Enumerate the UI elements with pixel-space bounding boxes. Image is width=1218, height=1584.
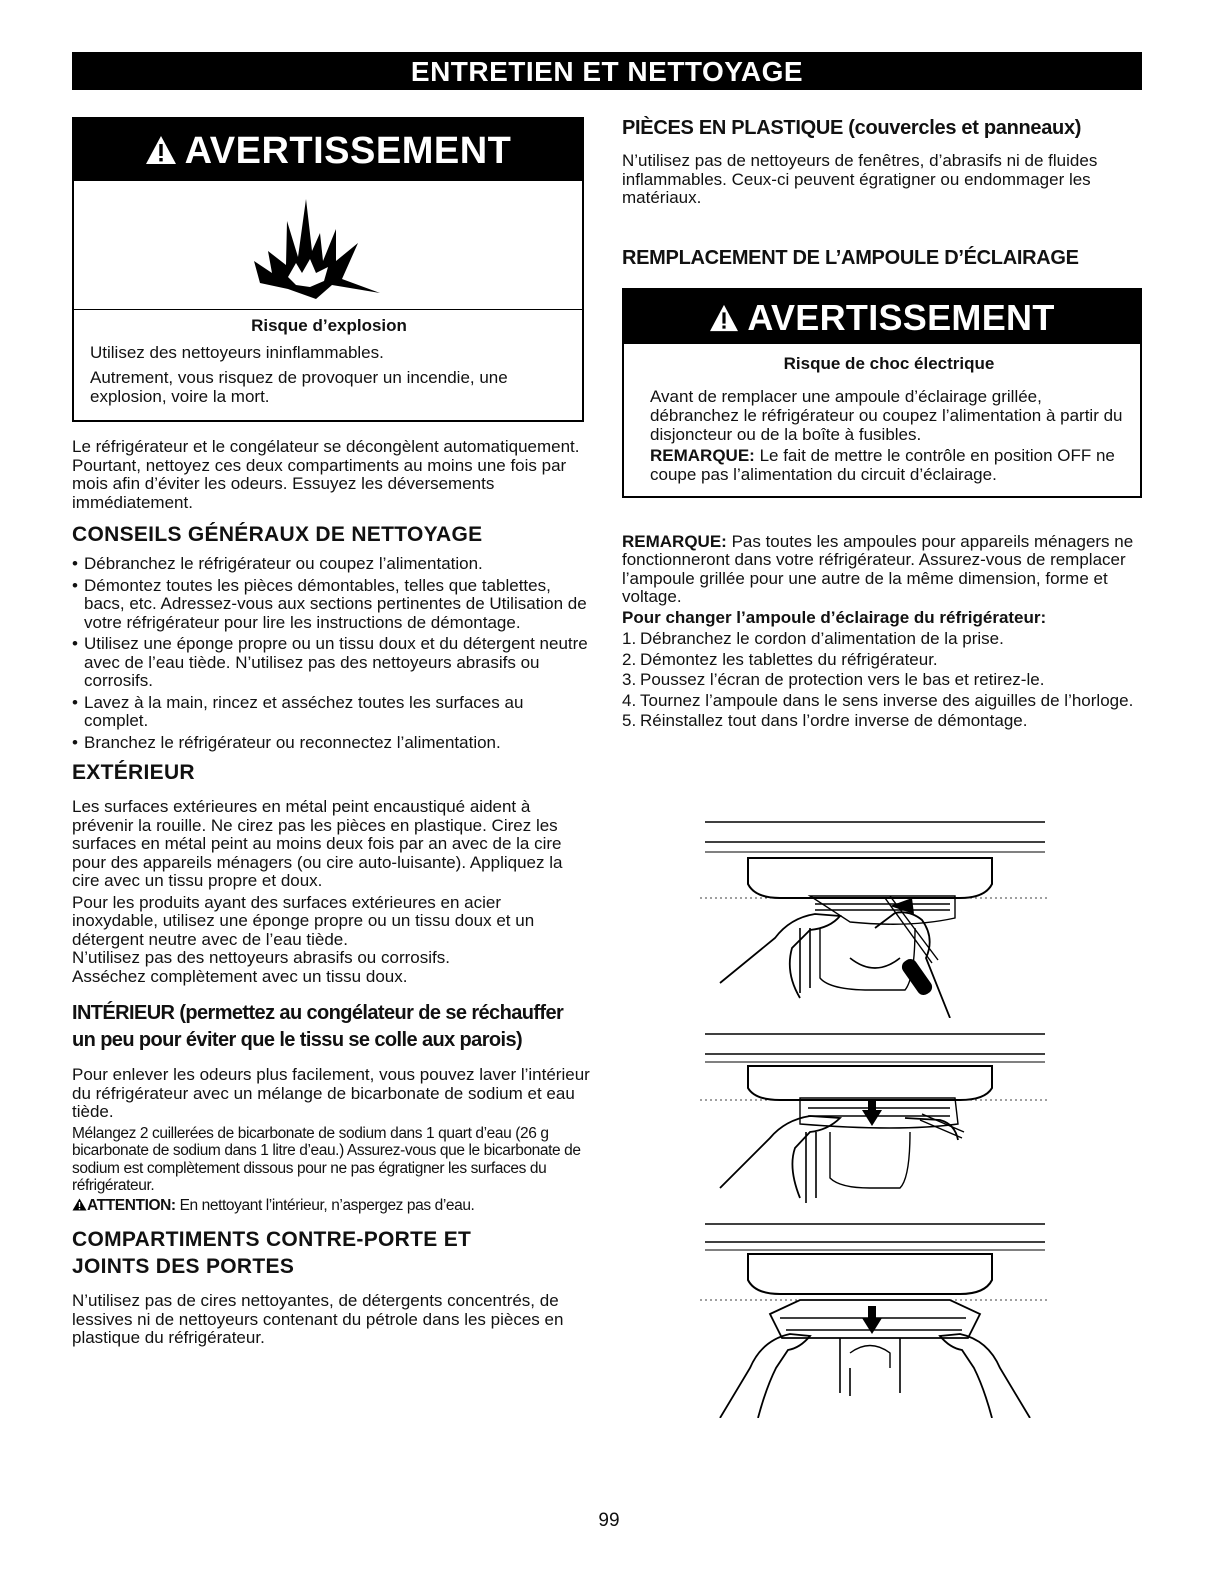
explosion-warning-box bbox=[72, 117, 584, 422]
remove-light-shield-illustration bbox=[700, 818, 1050, 1018]
list-item: • Utilisez une éponge propre ou un tissu doux et du détergent neutre avec de l’eau tiède. N’utilisez pas des nettoyeurs abrasifs ou corrosifs. bbox=[72, 635, 590, 691]
electric-risk-title: Risque de choc électrique bbox=[783, 353, 995, 373]
bulb-note bbox=[622, 533, 1142, 607]
interior-paragraph-2: Mélangez 2 cuillerées de bicarbonate de sodium dans 1 quart d’eau (26 g bicarbonate de sodium dans 1 litre d’eau.) Assurez-vous que le bicarbonate de sodium est complètement dissous pour ne pas égratigner les surfaces du réfrigérateur. bbox=[72, 1124, 581, 1194]
list-item: • Branchez le réfrigérateur ou reconnectez l’alimentation. bbox=[72, 734, 590, 753]
bulb-illustration-3 bbox=[700, 1218, 1050, 1418]
plastic-parts-heading: PIÈCES EN PLASTIQUE (couvercles et panneaux) bbox=[622, 117, 1082, 139]
list-item bbox=[622, 692, 1142, 711]
step-text: Débranchez le cordon d’alimentation de la prise. bbox=[640, 629, 1004, 648]
attention-note bbox=[72, 1197, 590, 1215]
step-text: Réinstallez tout dans l’ordre inverse de démontage. bbox=[640, 711, 1028, 730]
attention-text: En nettoyant l’intérieur, n’aspergez pas d’eau. bbox=[175, 1196, 475, 1214]
exterior-paragraph-3: N’utilisez pas des nettoyeurs abrasifs ou corrosifs. bbox=[72, 948, 450, 967]
step-text: Tournez l’ampoule dans le sens inverse des aiguilles de l’horloge. bbox=[640, 690, 1134, 710]
electric-warning-paragraph: Avant de remplacer une ampoule d’éclairage grillée, débranchez le réfrigérateur ou coupez l’alimentation à partir du disjoncteur ou de la boîte à fusibles. bbox=[650, 386, 1123, 444]
interior-heading bbox=[72, 1000, 590, 1054]
list-item bbox=[622, 671, 1142, 690]
note-label: REMARQUE: bbox=[650, 445, 755, 465]
door-heading-line-2: JOINTS DES PORTES bbox=[72, 1255, 295, 1278]
list-item: • Débranchez le réfrigérateur ou coupez l’alimentation. bbox=[72, 555, 590, 574]
explosion-risk-title: Risque d’explosion bbox=[251, 316, 407, 335]
note-text: Le fait de mettre le contrôle en position OFF ne coupe pas l’alimentation du circuit d’éclairage. bbox=[650, 445, 1115, 484]
note-text: Pas toutes les ampoules pour appareils ménagers ne fonctionneront dans votre réfrigérateur. Assurez-vous de remplacer l’ampoule grillée pour une autre de la même dimension, forme et voltage. bbox=[622, 531, 1134, 606]
warning-heading: AVERTISSEMENT bbox=[184, 130, 512, 172]
warning-triangle-icon bbox=[709, 292, 747, 348]
note-label: REMARQUE: bbox=[622, 531, 727, 551]
list-item bbox=[622, 712, 1142, 731]
warning-triangle-icon bbox=[72, 1198, 87, 1211]
bulb-illustration-1 bbox=[700, 818, 1050, 1018]
explosion-icon bbox=[74, 181, 582, 309]
step-number: 5. bbox=[622, 711, 637, 730]
list-item: • Démontez toutes les pièces démontables, telles que tablettes, bacs, etc. Adressez-vous aux sections pertinentes de Utilisation de votre réfrigérateur pour lire les instructions de démontage. bbox=[72, 577, 590, 633]
step-number: 2. bbox=[622, 649, 637, 669]
electric-warning-body bbox=[624, 344, 1140, 496]
section-banner: ENTRETIEN ET NETTOYAGE bbox=[72, 52, 1142, 90]
warning-header bbox=[624, 290, 1140, 344]
door-compartments-heading bbox=[72, 1226, 590, 1280]
plastic-paragraph: N’utilisez pas de nettoyeurs de fenêtres, d’abrasifs ni de fluides inflammables. Ceux-ci peuvent égratigner ou endommager les matériaux. bbox=[622, 151, 1098, 207]
step-text: Démontez les tablettes du réfrigérateur. bbox=[640, 649, 938, 669]
interior-heading-line-2: un peu pour éviter que le tissu se colle aux parois) bbox=[72, 1029, 523, 1051]
bulb-replacement-heading: REMPLACEMENT DE L’AMPOULE D’ÉCLAIRAGE bbox=[622, 246, 1079, 269]
general-cleaning-heading: CONSEILS GÉNÉRAUX DE NETTOYAGE bbox=[72, 523, 483, 546]
warning-header bbox=[74, 119, 582, 181]
list-item: • Lavez à la main, rincez et asséchez toutes les surfaces au complet. bbox=[72, 694, 590, 731]
step-number: 3. bbox=[622, 670, 637, 689]
attention-label: ATTENTION: bbox=[87, 1196, 176, 1214]
exterior-paragraph-4: Asséchez complètement avec un tissu doux. bbox=[72, 966, 408, 986]
explosion-warning-body bbox=[74, 310, 582, 420]
step-number: 4. bbox=[622, 690, 637, 710]
exterior-paragraph-1: Les surfaces extérieures en métal peint encaustiqué aident à prévenir la rouille. Ne cirez pas les pièces en plastique. Cirez les surfaces en métal peint au moins deux fois par an avec de la cire pour des appareils ménagers (ou cire auto-luisante). Appliquez la cire avec un tissu propre et doux. bbox=[72, 797, 563, 890]
right-column bbox=[622, 117, 1142, 733]
bulb-illustration-2 bbox=[700, 1028, 1050, 1208]
warning-line-1: Utilisez des nettoyeurs ininflammables. bbox=[90, 343, 384, 362]
steps-title: Pour changer l’ampoule d’éclairage du réfrigérateur: bbox=[622, 607, 1047, 627]
bulb-steps-list bbox=[622, 630, 1142, 731]
list-item bbox=[622, 630, 1142, 649]
exterior-paragraph-2: Pour les produits ayant des surfaces extérieures en acier inoxydable, utilisez une éponge propre ou un tissu doux et un détergent neutre avec de l’eau tiède. bbox=[72, 892, 535, 949]
warning-line-2: Autrement, vous risquez de provoquer un incendie, une explosion, voire la mort. bbox=[90, 368, 508, 406]
warning-heading: AVERTISSEMENT bbox=[747, 296, 1055, 338]
exterior-heading: EXTÉRIEUR bbox=[72, 761, 195, 784]
electric-warning-note bbox=[650, 446, 1128, 484]
intro-paragraph: Le réfrigérateur et le congélateur se décongèlent automatiquement. Pourtant, nettoyez ces deux compartiments au moins une fois par mois afin d’éviter les odeurs. Essuyez les déversements immédiatement. bbox=[72, 437, 580, 512]
door-paragraph: N’utilisez pas de cires nettoyantes, de détergents concentrés, de lessives ni de nettoyeurs contenant du pétrole dans les pièces en plastique du réfrigérateur. bbox=[72, 1291, 564, 1347]
page-number: 99 bbox=[598, 1510, 620, 1531]
step-text: Poussez l’écran de protection vers le bas et retirez-le. bbox=[640, 670, 1045, 689]
step-number: 1. bbox=[622, 629, 637, 648]
lower-light-shield-illustration bbox=[700, 1028, 1050, 1208]
interior-heading-line-1: INTÉRIEUR (permettez au congélateur de se réchauffer bbox=[72, 1002, 564, 1024]
electric-shock-warning-box bbox=[622, 288, 1142, 498]
warning-triangle-icon bbox=[145, 121, 185, 185]
remove-light-shield-down-illustration bbox=[700, 1218, 1050, 1418]
exterior-text bbox=[72, 798, 590, 986]
interior-paragraph-1: Pour enlever les odeurs plus facilement, vous pouvez laver l’intérieur du réfrigérateur avec un mélange de bicarbonate de sodium et eau tiède. bbox=[72, 1065, 590, 1121]
explosion-graphic bbox=[74, 181, 582, 310]
left-column bbox=[72, 117, 590, 1348]
list-item bbox=[622, 651, 1142, 670]
general-cleaning-list bbox=[72, 555, 590, 752]
door-heading-line-1: COMPARTIMENTS CONTRE-PORTE ET bbox=[72, 1228, 472, 1251]
